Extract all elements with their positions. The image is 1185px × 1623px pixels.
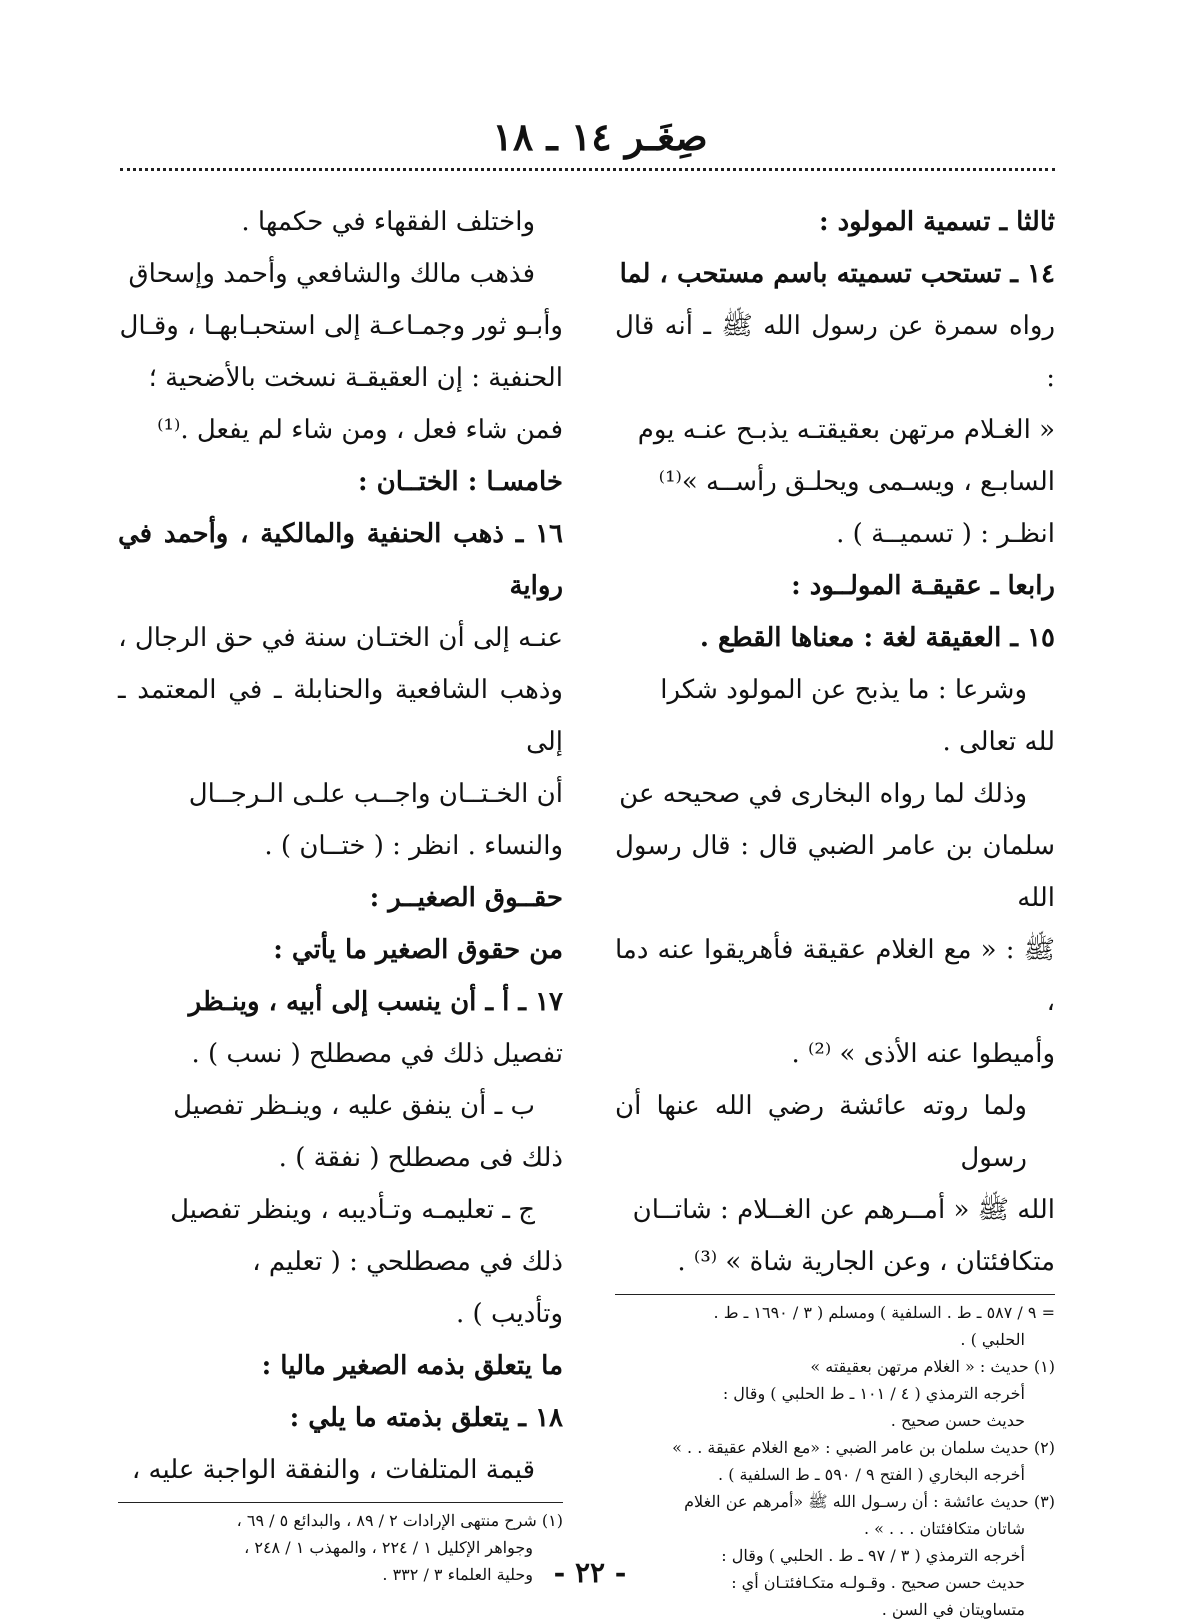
text-line: وأبـو ثور وجمـاعـة إلى استحبـابهـا ، وقـال xyxy=(119,311,563,341)
text-line: السابـع ، ويسـمى ويحلـق رأســه »⁽¹⁾ xyxy=(658,467,1055,497)
text-line: ما يتعلق بذمه الصغير ماليا : xyxy=(261,1351,563,1381)
text-line: ثالثا ـ تسمية المولود : xyxy=(818,207,1055,237)
text-line: ١٨ ـ يتعلق بذمته ما يلي : xyxy=(289,1403,563,1433)
text-line: ١٦ ـ ذهب الحنفية والمالكية ، وأحمد في رواية xyxy=(118,519,563,601)
footnote-line: وحلية العلماء ٣ / ٣٣٢ . xyxy=(382,1565,533,1584)
text-line: « الغـلام مرتهن بعقيقتـه يذبـح عنـه يوم xyxy=(637,415,1055,445)
right-column-body xyxy=(615,196,1055,1288)
text-line: ذلك في مصطلحي : ( تعليم ، xyxy=(252,1247,563,1277)
page-number: - ٢٢ - xyxy=(553,1556,627,1589)
footnote-line: أخرجه البخاري ( الفتح ٩ / ٥٩٠ ـ ط السلفية ) . xyxy=(718,1465,1025,1484)
text-line: خامسـا : الختــان : xyxy=(357,467,563,497)
text-line: تفصيل ذلك في مصطلح ( نسب ) . xyxy=(191,1039,563,1069)
text-line: ولما روته عائشة رضي الله عنها أن رسول xyxy=(615,1091,1027,1173)
left-column-body xyxy=(118,196,563,1496)
text-line: وذلك لما رواه البخارى في صحيحه عن xyxy=(619,779,1027,809)
footnote-line: (١) حديث : « الغلام مرتهن بعقيقته » xyxy=(810,1357,1055,1376)
footnote-line: حديث حسن صحيح . xyxy=(890,1411,1025,1430)
footnote-line: (١) شرح منتهى الإرادات ٢ / ٨٩ ، والبدائع ٥ / ٦٩ ، xyxy=(236,1511,563,1530)
footnote-line: = ٩ / ٥٨٧ ـ ط . السلفية ) ومسلم ( ٣ / ١٦٩٠ ـ ط . xyxy=(713,1303,1055,1322)
page-header-title: صِغَـر ١٤ ـ ١٨ xyxy=(492,114,708,159)
footnote-line: أخرجه الترمذي ( ٤ / ١٠١ ـ ط الحلبي ) وقال : xyxy=(722,1384,1025,1403)
text-line: الحنفية : إن العقيقـة نسخت بالأضحية ؛ xyxy=(148,363,563,393)
text-line: وأميطوا عنه الأذى » ⁽²⁾ . xyxy=(791,1039,1055,1069)
text-line: وشرعا : ما يذبح عن المولود شكرا xyxy=(660,675,1027,705)
text-line: الله ﷺ « أمــرهم عن الغــلام : شاتــان xyxy=(632,1195,1055,1225)
text-line: ذلك فى مصطلح ( نفقة ) . xyxy=(278,1143,563,1173)
text-line: ١٧ ـ أ ـ أن ينسب إلى أبيه ، وينـظر xyxy=(188,987,563,1017)
text-line: من حقوق الصغير ما يأتي : xyxy=(273,935,563,965)
footnote-line: الحلبي ) . xyxy=(960,1330,1025,1349)
text-line: ج ـ تعليمـه وتـأديبه ، وينظر تفصيل xyxy=(170,1195,535,1225)
text-line: أن الخـتــان واجــب علـى الـرجــال xyxy=(188,779,563,809)
left-footnotes xyxy=(118,1507,563,1588)
header-dotted-rule xyxy=(120,168,1055,171)
text-line: عنـه إلى أن الختـان سنة في حق الرجال ، xyxy=(118,623,563,653)
footnote-line: (٢) حديث سلمان بن عامر الضبي : «مع الغلام عقيقة . . » xyxy=(672,1438,1055,1457)
text-line: واختلف الفقهاء في حكمها . xyxy=(241,207,535,237)
text-line: انظـر : ( تسميــة ) . xyxy=(836,519,1055,549)
footnote-line: شاتان متكافئتان . . . » . xyxy=(863,1519,1025,1538)
text-line: ﷺ : « مع الغلام عقيقة فأهريقوا عنه دما ، xyxy=(615,935,1055,1017)
text-line: فذهب مالك والشافعي وأحمد وإسحاق xyxy=(128,259,535,289)
text-line: لله تعالى . xyxy=(942,727,1055,757)
footnote-line: (٣) حديث عائشة : أن رسـول الله ﷺ «أمرهم عن الغلام xyxy=(684,1492,1055,1511)
text-line: حقــوق الصغيــر : xyxy=(369,883,563,913)
text-line: والنساء . انظر : ( ختــان ) . xyxy=(264,831,563,861)
text-line: وتأديب ) . xyxy=(456,1299,563,1329)
footnote-line: متساويتان في السن . xyxy=(881,1600,1025,1619)
right-footnote-rule xyxy=(615,1294,1055,1295)
text-line: سلمان بن عامر الضبي قال : قال رسول الله xyxy=(615,831,1055,913)
text-line: ١٤ ـ تستحب تسميته باسم مستحب ، لما xyxy=(619,259,1055,289)
left-column xyxy=(118,196,563,1588)
text-line: متكافئتان ، وعن الجارية شاة » ⁽³⁾ . xyxy=(677,1247,1055,1277)
right-footnotes xyxy=(615,1299,1055,1623)
footnote-line: وجواهر الإكليل ١ / ٢٢٤ ، والمهذب ١ / ٢٤٨ ، xyxy=(244,1538,533,1557)
text-line: ب ـ أن ينفق عليه ، وينـظر تفصيل xyxy=(173,1091,535,1121)
text-line: فمن شاء فعل ، ومن شاء لم يفعل .⁽¹⁾ xyxy=(157,415,563,445)
text-line: رواه سمرة عن رسول الله ﷺ ـ أنه قال : xyxy=(615,311,1055,393)
text-line: وذهب الشافعية والحنابلة ـ في المعتمد ـ إلى xyxy=(118,675,563,757)
footnote-line: أخرجه الترمذي ( ٣ / ٩٧ ـ ط . الحلبي ) وقال : xyxy=(721,1546,1025,1565)
right-column xyxy=(615,196,1055,1623)
footnote-line: حديث حسن صحيح . وقـولـه متكـافئتـان أي : xyxy=(731,1573,1025,1592)
left-footnote-rule xyxy=(118,1502,563,1503)
text-line: رابعا ـ عقيقـة المولــود : xyxy=(791,571,1055,601)
text-line: قيمة المتلفات ، والنفقة الواجبة عليه ، xyxy=(131,1455,535,1485)
text-line: ١٥ ـ العقيقة لغة : معناها القطع . xyxy=(699,623,1055,653)
